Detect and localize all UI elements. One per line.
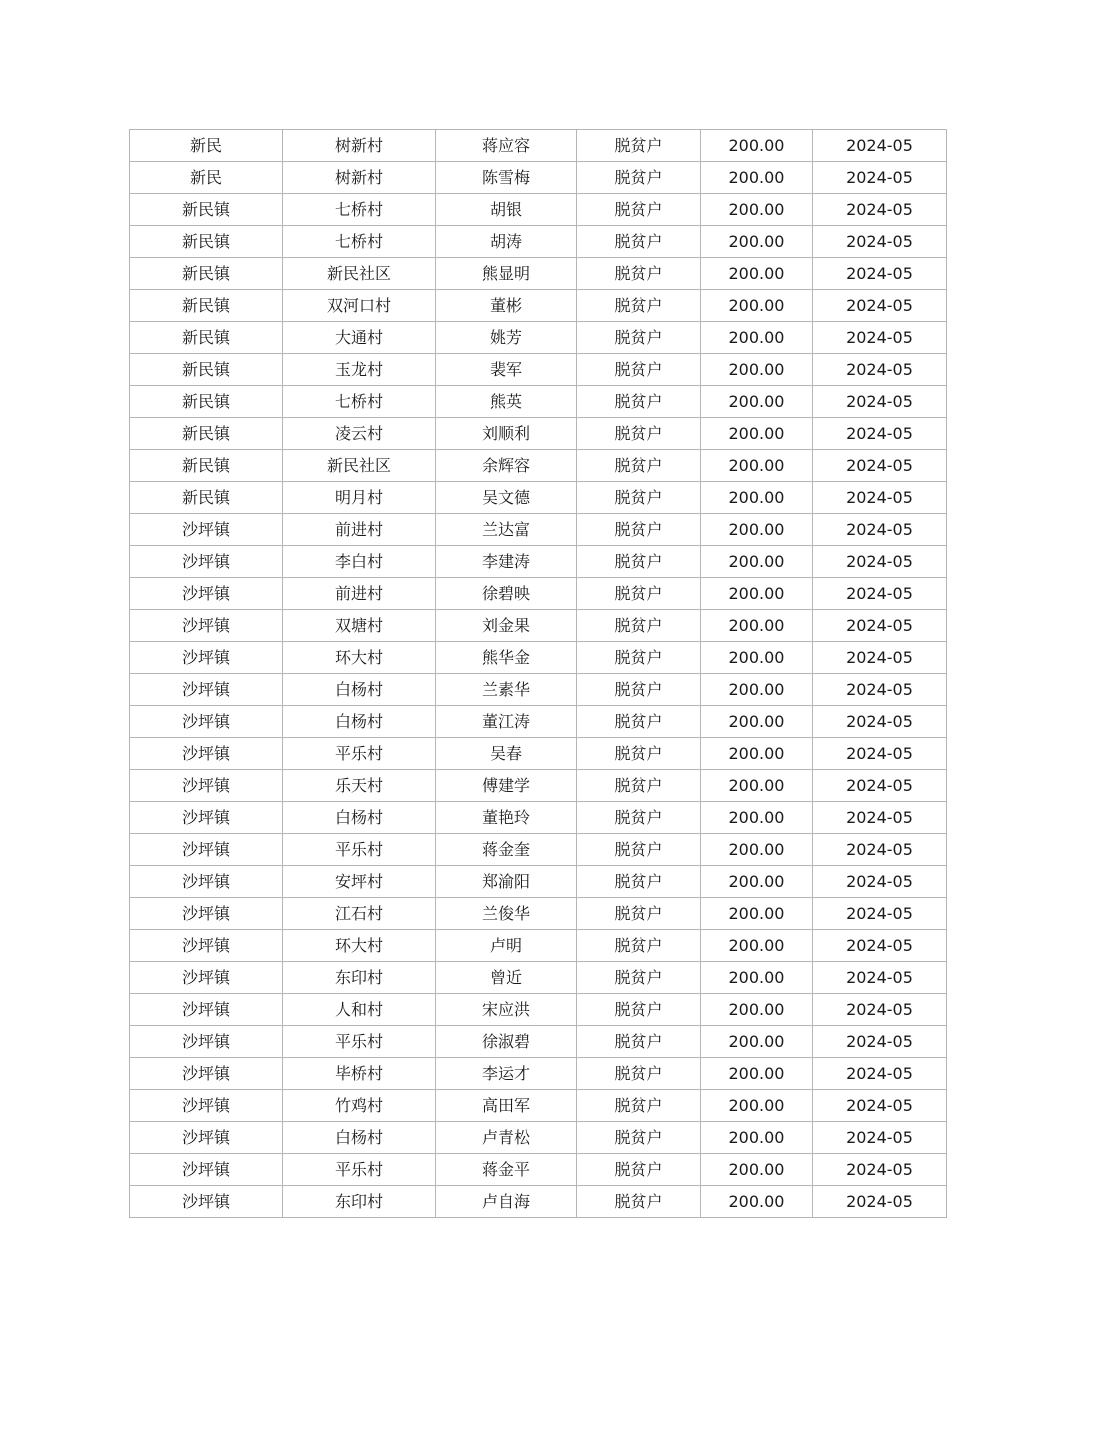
town-cell: 新民 (130, 130, 283, 162)
amount-cell: 200.00 (701, 386, 813, 418)
table-row (130, 354, 947, 386)
town-cell: 新民镇 (130, 354, 283, 386)
town-cell: 沙坪镇 (130, 1154, 283, 1186)
period-cell: 2024-05 (813, 482, 947, 514)
amount-cell: 200.00 (701, 1186, 813, 1218)
town-cell: 沙坪镇 (130, 546, 283, 578)
category-cell: 脱贫户 (577, 930, 701, 962)
amount-cell: 200.00 (701, 930, 813, 962)
category-cell: 脱贫户 (577, 290, 701, 322)
town-cell: 沙坪镇 (130, 642, 283, 674)
table-row (130, 194, 947, 226)
amount-cell: 200.00 (701, 994, 813, 1026)
village-cell: 七桥村 (283, 194, 436, 226)
name-cell: 徐碧映 (436, 578, 577, 610)
name-cell: 兰俊华 (436, 898, 577, 930)
village-cell: 大通村 (283, 322, 436, 354)
name-cell: 曾近 (436, 962, 577, 994)
records-table-body (130, 130, 947, 1218)
town-cell: 沙坪镇 (130, 610, 283, 642)
name-cell: 蒋应容 (436, 130, 577, 162)
town-cell: 沙坪镇 (130, 802, 283, 834)
village-cell: 平乐村 (283, 834, 436, 866)
town-cell: 新民镇 (130, 226, 283, 258)
category-cell: 脱贫户 (577, 1058, 701, 1090)
village-cell: 东印村 (283, 962, 436, 994)
period-cell: 2024-05 (813, 1122, 947, 1154)
table-row (130, 1026, 947, 1058)
name-cell: 傅建学 (436, 770, 577, 802)
amount-cell: 200.00 (701, 130, 813, 162)
town-cell: 沙坪镇 (130, 674, 283, 706)
name-cell: 裴军 (436, 354, 577, 386)
period-cell: 2024-05 (813, 1090, 947, 1122)
table-row (130, 386, 947, 418)
village-cell: 七桥村 (283, 226, 436, 258)
village-cell: 白杨村 (283, 802, 436, 834)
village-cell: 凌云村 (283, 418, 436, 450)
town-cell: 新民镇 (130, 482, 283, 514)
period-cell: 2024-05 (813, 706, 947, 738)
village-cell: 人和村 (283, 994, 436, 1026)
amount-cell: 200.00 (701, 546, 813, 578)
category-cell: 脱贫户 (577, 1090, 701, 1122)
category-cell: 脱贫户 (577, 194, 701, 226)
name-cell: 李建涛 (436, 546, 577, 578)
period-cell: 2024-05 (813, 1154, 947, 1186)
category-cell: 脱贫户 (577, 738, 701, 770)
table-row (130, 1122, 947, 1154)
category-cell: 脱贫户 (577, 802, 701, 834)
town-cell: 沙坪镇 (130, 930, 283, 962)
category-cell: 脱贫户 (577, 1186, 701, 1218)
period-cell: 2024-05 (813, 642, 947, 674)
town-cell: 沙坪镇 (130, 770, 283, 802)
amount-cell: 200.00 (701, 1154, 813, 1186)
town-cell: 新民镇 (130, 322, 283, 354)
name-cell: 熊显明 (436, 258, 577, 290)
amount-cell: 200.00 (701, 1090, 813, 1122)
period-cell: 2024-05 (813, 450, 947, 482)
table-row (130, 1154, 947, 1186)
period-cell: 2024-05 (813, 1186, 947, 1218)
category-cell: 脱贫户 (577, 1122, 701, 1154)
category-cell: 脱贫户 (577, 898, 701, 930)
town-cell: 沙坪镇 (130, 1058, 283, 1090)
table-row (130, 930, 947, 962)
category-cell: 脱贫户 (577, 642, 701, 674)
village-cell: 乐天村 (283, 770, 436, 802)
table-row (130, 130, 947, 162)
category-cell: 脱贫户 (577, 130, 701, 162)
name-cell: 刘金果 (436, 610, 577, 642)
table-row (130, 290, 947, 322)
table-row (130, 514, 947, 546)
table-row (130, 578, 947, 610)
period-cell: 2024-05 (813, 898, 947, 930)
village-cell: 李白村 (283, 546, 436, 578)
category-cell: 脱贫户 (577, 994, 701, 1026)
period-cell: 2024-05 (813, 546, 947, 578)
period-cell: 2024-05 (813, 962, 947, 994)
village-cell: 竹鸡村 (283, 1090, 436, 1122)
name-cell: 宋应洪 (436, 994, 577, 1026)
amount-cell: 200.00 (701, 322, 813, 354)
village-cell: 双塘村 (283, 610, 436, 642)
period-cell: 2024-05 (813, 162, 947, 194)
name-cell: 余辉容 (436, 450, 577, 482)
amount-cell: 200.00 (701, 418, 813, 450)
table-row (130, 1186, 947, 1218)
town-cell: 新民镇 (130, 194, 283, 226)
name-cell: 吴春 (436, 738, 577, 770)
period-cell: 2024-05 (813, 514, 947, 546)
name-cell: 董江涛 (436, 706, 577, 738)
name-cell: 蒋金平 (436, 1154, 577, 1186)
village-cell: 白杨村 (283, 1122, 436, 1154)
name-cell: 卢青松 (436, 1122, 577, 1154)
name-cell: 胡涛 (436, 226, 577, 258)
village-cell: 玉龙村 (283, 354, 436, 386)
table-row (130, 418, 947, 450)
town-cell: 新民镇 (130, 450, 283, 482)
period-cell: 2024-05 (813, 578, 947, 610)
table-row (130, 706, 947, 738)
table-row (130, 738, 947, 770)
village-cell: 树新村 (283, 162, 436, 194)
amount-cell: 200.00 (701, 290, 813, 322)
period-cell: 2024-05 (813, 866, 947, 898)
town-cell: 沙坪镇 (130, 514, 283, 546)
name-cell: 兰素华 (436, 674, 577, 706)
table-row (130, 610, 947, 642)
name-cell: 姚芳 (436, 322, 577, 354)
period-cell: 2024-05 (813, 1058, 947, 1090)
village-cell: 江石村 (283, 898, 436, 930)
village-cell: 毕桥村 (283, 1058, 436, 1090)
name-cell: 高田军 (436, 1090, 577, 1122)
name-cell: 熊华金 (436, 642, 577, 674)
town-cell: 沙坪镇 (130, 962, 283, 994)
amount-cell: 200.00 (701, 706, 813, 738)
name-cell: 董彬 (436, 290, 577, 322)
period-cell: 2024-05 (813, 130, 947, 162)
town-cell: 沙坪镇 (130, 834, 283, 866)
period-cell: 2024-05 (813, 386, 947, 418)
category-cell: 脱贫户 (577, 482, 701, 514)
records-table (129, 129, 947, 1218)
category-cell: 脱贫户 (577, 386, 701, 418)
amount-cell: 200.00 (701, 898, 813, 930)
name-cell: 蒋金奎 (436, 834, 577, 866)
name-cell: 徐淑碧 (436, 1026, 577, 1058)
category-cell: 脱贫户 (577, 258, 701, 290)
name-cell: 吴文德 (436, 482, 577, 514)
table-row (130, 226, 947, 258)
category-cell: 脱贫户 (577, 1154, 701, 1186)
village-cell: 环大村 (283, 930, 436, 962)
table-row (130, 546, 947, 578)
table-row (130, 162, 947, 194)
category-cell: 脱贫户 (577, 514, 701, 546)
name-cell: 胡银 (436, 194, 577, 226)
category-cell: 脱贫户 (577, 770, 701, 802)
name-cell: 卢自海 (436, 1186, 577, 1218)
village-cell: 前进村 (283, 578, 436, 610)
village-cell: 新民社区 (283, 450, 436, 482)
period-cell: 2024-05 (813, 610, 947, 642)
name-cell: 熊英 (436, 386, 577, 418)
category-cell: 脱贫户 (577, 674, 701, 706)
category-cell: 脱贫户 (577, 226, 701, 258)
category-cell: 脱贫户 (577, 322, 701, 354)
period-cell: 2024-05 (813, 258, 947, 290)
village-cell: 环大村 (283, 642, 436, 674)
village-cell: 双河口村 (283, 290, 436, 322)
period-cell: 2024-05 (813, 290, 947, 322)
town-cell: 新民镇 (130, 418, 283, 450)
name-cell: 刘顺利 (436, 418, 577, 450)
table-row (130, 962, 947, 994)
category-cell: 脱贫户 (577, 418, 701, 450)
amount-cell: 200.00 (701, 802, 813, 834)
village-cell: 七桥村 (283, 386, 436, 418)
town-cell: 沙坪镇 (130, 1186, 283, 1218)
period-cell: 2024-05 (813, 930, 947, 962)
amount-cell: 200.00 (701, 834, 813, 866)
table-row (130, 322, 947, 354)
amount-cell: 200.00 (701, 514, 813, 546)
period-cell: 2024-05 (813, 738, 947, 770)
table-row (130, 482, 947, 514)
table-row (130, 1058, 947, 1090)
town-cell: 沙坪镇 (130, 738, 283, 770)
amount-cell: 200.00 (701, 770, 813, 802)
village-cell: 白杨村 (283, 674, 436, 706)
period-cell: 2024-05 (813, 802, 947, 834)
village-cell: 明月村 (283, 482, 436, 514)
table-row (130, 802, 947, 834)
village-cell: 新民社区 (283, 258, 436, 290)
amount-cell: 200.00 (701, 1026, 813, 1058)
village-cell: 安坪村 (283, 866, 436, 898)
town-cell: 新民镇 (130, 258, 283, 290)
town-cell: 沙坪镇 (130, 898, 283, 930)
period-cell: 2024-05 (813, 674, 947, 706)
name-cell: 郑渝阳 (436, 866, 577, 898)
category-cell: 脱贫户 (577, 706, 701, 738)
town-cell: 新民 (130, 162, 283, 194)
category-cell: 脱贫户 (577, 610, 701, 642)
town-cell: 新民镇 (130, 290, 283, 322)
category-cell: 脱贫户 (577, 962, 701, 994)
period-cell: 2024-05 (813, 322, 947, 354)
table-row (130, 674, 947, 706)
amount-cell: 200.00 (701, 258, 813, 290)
amount-cell: 200.00 (701, 578, 813, 610)
village-cell: 平乐村 (283, 738, 436, 770)
category-cell: 脱贫户 (577, 450, 701, 482)
table-row (130, 770, 947, 802)
village-cell: 前进村 (283, 514, 436, 546)
table-row (130, 898, 947, 930)
amount-cell: 200.00 (701, 226, 813, 258)
amount-cell: 200.00 (701, 1058, 813, 1090)
amount-cell: 200.00 (701, 194, 813, 226)
village-cell: 东印村 (283, 1186, 436, 1218)
table-row (130, 258, 947, 290)
period-cell: 2024-05 (813, 194, 947, 226)
amount-cell: 200.00 (701, 354, 813, 386)
town-cell: 沙坪镇 (130, 578, 283, 610)
town-cell: 新民镇 (130, 386, 283, 418)
town-cell: 沙坪镇 (130, 1026, 283, 1058)
amount-cell: 200.00 (701, 866, 813, 898)
name-cell: 卢明 (436, 930, 577, 962)
name-cell: 兰达富 (436, 514, 577, 546)
amount-cell: 200.00 (701, 962, 813, 994)
period-cell: 2024-05 (813, 770, 947, 802)
table-row (130, 1090, 947, 1122)
village-cell: 平乐村 (283, 1154, 436, 1186)
category-cell: 脱贫户 (577, 546, 701, 578)
period-cell: 2024-05 (813, 1026, 947, 1058)
table-row (130, 994, 947, 1026)
amount-cell: 200.00 (701, 482, 813, 514)
town-cell: 沙坪镇 (130, 1122, 283, 1154)
category-cell: 脱贫户 (577, 1026, 701, 1058)
period-cell: 2024-05 (813, 834, 947, 866)
town-cell: 沙坪镇 (130, 866, 283, 898)
name-cell: 陈雪梅 (436, 162, 577, 194)
name-cell: 李运才 (436, 1058, 577, 1090)
period-cell: 2024-05 (813, 994, 947, 1026)
name-cell: 董艳玲 (436, 802, 577, 834)
table-row (130, 834, 947, 866)
period-cell: 2024-05 (813, 354, 947, 386)
category-cell: 脱贫户 (577, 866, 701, 898)
table-row (130, 450, 947, 482)
town-cell: 沙坪镇 (130, 994, 283, 1026)
village-cell: 树新村 (283, 130, 436, 162)
amount-cell: 200.00 (701, 642, 813, 674)
village-cell: 平乐村 (283, 1026, 436, 1058)
table-row (130, 866, 947, 898)
amount-cell: 200.00 (701, 610, 813, 642)
period-cell: 2024-05 (813, 226, 947, 258)
amount-cell: 200.00 (701, 162, 813, 194)
amount-cell: 200.00 (701, 1122, 813, 1154)
amount-cell: 200.00 (701, 674, 813, 706)
category-cell: 脱贫户 (577, 834, 701, 866)
town-cell: 沙坪镇 (130, 706, 283, 738)
table-row (130, 642, 947, 674)
period-cell: 2024-05 (813, 418, 947, 450)
category-cell: 脱贫户 (577, 162, 701, 194)
category-cell: 脱贫户 (577, 354, 701, 386)
amount-cell: 200.00 (701, 738, 813, 770)
category-cell: 脱贫户 (577, 578, 701, 610)
town-cell: 沙坪镇 (130, 1090, 283, 1122)
village-cell: 白杨村 (283, 706, 436, 738)
amount-cell: 200.00 (701, 450, 813, 482)
